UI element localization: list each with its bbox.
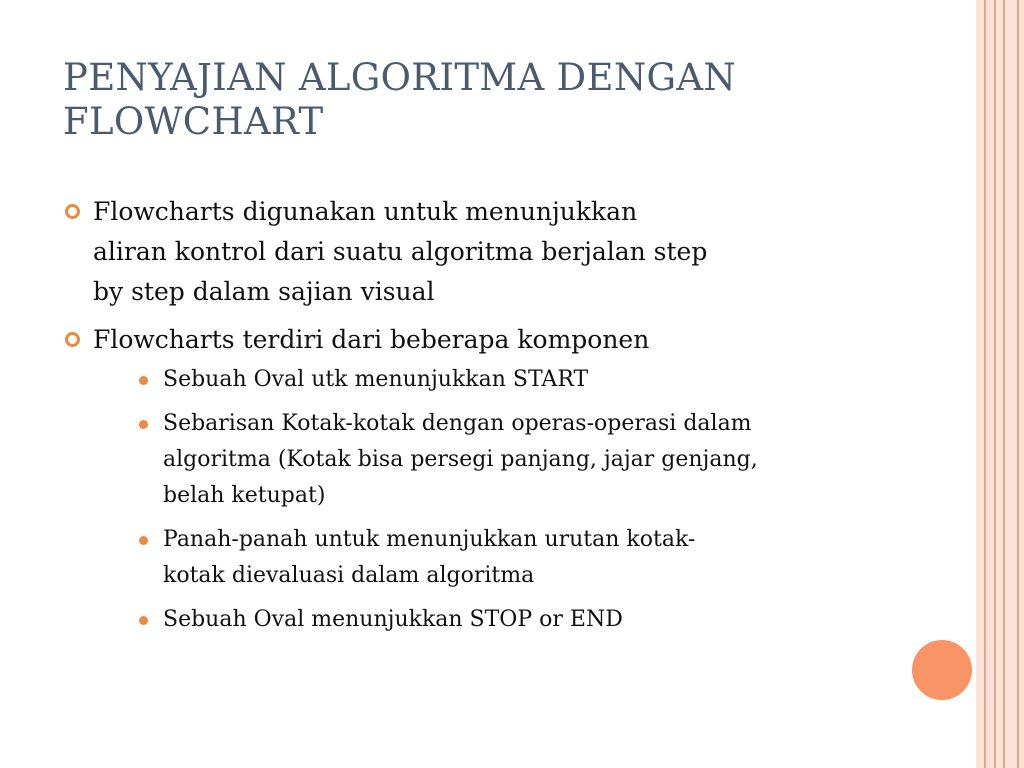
sub-bullet-text-line: Panah-panah untuk menunjukkan urutan kotak- <box>163 527 696 552</box>
sub-bullet-list <box>135 362 903 638</box>
sub-bullet-text-line: Sebuah Oval menunjukkan STOP or END <box>163 607 623 632</box>
bullet-text-line: by step dalam sajian visual <box>93 277 435 306</box>
right-border-stripe <box>976 0 984 768</box>
sub-bullet-text-line: belah ketupat) <box>163 483 326 508</box>
dot-bullet-icon <box>139 376 148 385</box>
bullet-text-line: Flowcharts terdiri dari beberapa komponen <box>93 325 650 354</box>
sub-bullet-item <box>135 602 903 638</box>
slide-title <box>63 56 923 144</box>
dot-bullet-icon <box>139 536 148 545</box>
title-line: PENYAJIAN ALGORITMA DENGAN <box>63 56 737 99</box>
ring-bullet-icon <box>65 332 80 347</box>
sub-bullet-text-line: Sebarisan Kotak-kotak dengan operas-operasi dalam <box>163 411 752 436</box>
sub-bullet-text-line: algoritma (Kotak bisa persegi panjang, jajar genjang, <box>163 447 758 472</box>
bullet-list <box>63 192 903 646</box>
bullet-item <box>63 192 903 312</box>
sub-bullet-item <box>135 406 903 514</box>
sub-bullet-item <box>135 362 903 398</box>
title-line: FLOWCHART <box>63 100 324 143</box>
sub-bullet-item <box>135 522 903 594</box>
right-border-stripe <box>1005 0 1017 768</box>
sub-bullet-text-line: kotak dievaluasi dalam algoritma <box>163 563 535 588</box>
dot-bullet-icon <box>139 420 148 429</box>
ring-bullet-icon <box>65 204 80 219</box>
sub-bullet-text-line: Sebuah Oval utk menunjukkan START <box>163 367 589 392</box>
bullet-text-line: Flowcharts digunakan untuk menunjukkan <box>93 197 638 226</box>
bullet-text-line: aliran kontrol dari suatu algoritma berjalan step <box>93 237 708 266</box>
right-border-stripe <box>986 0 994 768</box>
right-border-stripe <box>1019 0 1024 768</box>
decorative-circle <box>912 640 972 700</box>
right-border-stripe <box>996 0 1003 768</box>
bullet-item <box>63 320 903 638</box>
dot-bullet-icon <box>139 616 148 625</box>
